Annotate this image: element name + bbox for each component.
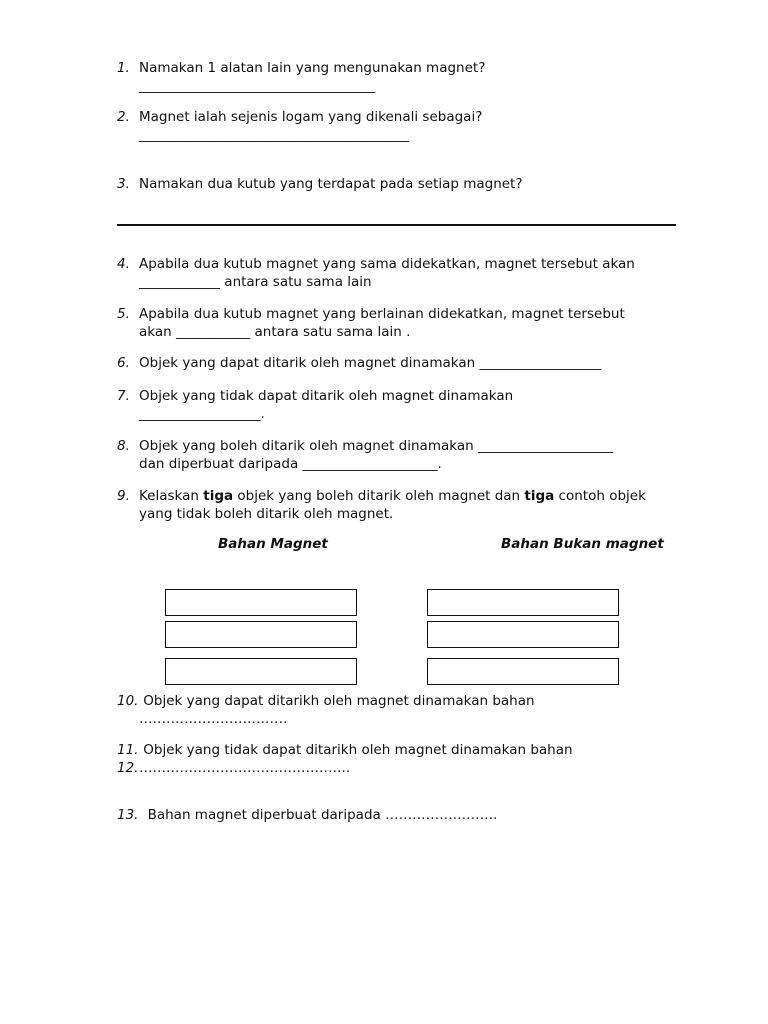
- question-number: 11.: [117, 742, 139, 758]
- question-number: 3.: [117, 176, 130, 192]
- non-magnet-answer-box-3[interactable]: [427, 658, 619, 685]
- heading-bahan-magnet: Bahan Magnet: [218, 536, 328, 552]
- question-number: 12.: [117, 760, 139, 776]
- question-text: Bahan magnet diperbuat daripada …………………….: [139, 807, 498, 823]
- question-number: 5.: [117, 306, 130, 322]
- question-number: 1.: [117, 60, 130, 76]
- question-text-continued: akan ___________ antara satu sama lain .: [139, 324, 411, 340]
- magnet-answer-box-3[interactable]: [165, 658, 357, 685]
- question-text: Objek yang tidak dapat ditarikh oleh magnet dinamakan bahan: [139, 742, 573, 758]
- question-number: 7.: [117, 388, 130, 404]
- question-number: 6.: [117, 355, 130, 371]
- question-text: Namakan dua kutub yang terdapat pada setiap magnet?: [139, 176, 523, 192]
- answer-blank[interactable]: ………………………………………..: [139, 760, 351, 776]
- question-number: 13.: [117, 807, 139, 823]
- question-number: 8.: [117, 438, 130, 454]
- question-text: Apabila dua kutub magnet yang berlainan didekatkan, magnet tersebut: [139, 306, 625, 322]
- question-text: Magnet ialah sejenis logam yang dikenali sebagai?: [139, 109, 483, 125]
- question-number: 4.: [117, 256, 130, 272]
- question-text: Apabila dua kutub magnet yang sama didekatkan, magnet tersebut akan: [139, 256, 635, 272]
- answer-blank[interactable]: __________________.: [139, 406, 265, 422]
- question-text-continued: yang tidak boleh ditarik oleh magnet.: [139, 506, 394, 522]
- magnet-answer-box-1[interactable]: [165, 589, 357, 616]
- question-number: 9.: [117, 488, 130, 504]
- question-text: Objek yang tidak dapat ditarik oleh magnet dinamakan: [139, 388, 514, 404]
- answer-blank[interactable]: ……………………………: [139, 711, 288, 727]
- question-number: 10.: [117, 693, 139, 709]
- magnet-answer-box-2[interactable]: [165, 621, 357, 648]
- answer-line[interactable]: [117, 224, 676, 226]
- question-text: Kelaskan tiga objek yang boleh ditarik oleh magnet dan tiga contoh objek: [139, 488, 646, 504]
- non-magnet-answer-box-2[interactable]: [427, 621, 619, 648]
- question-number: 2.: [117, 109, 130, 125]
- answer-blank[interactable]: ___________________________________: [139, 78, 376, 94]
- question-text: Namakan 1 alatan lain yang mengunakan magnet?: [139, 60, 486, 76]
- heading-bahan-bukan-magnet: Bahan Bukan magnet: [501, 536, 664, 552]
- question-text: Objek yang dapat ditarikh oleh magnet dinamakan bahan: [139, 693, 535, 709]
- question-text-continued: ____________ antara satu sama lain: [139, 274, 372, 290]
- question-text-continued: dan diperbuat daripada ____________________.: [139, 456, 442, 472]
- question-text: Objek yang dapat ditarik oleh magnet dinamakan __________________: [139, 355, 601, 371]
- question-text: Objek yang boleh ditarik oleh magnet dinamakan ____________________: [139, 438, 613, 454]
- non-magnet-answer-box-1[interactable]: [427, 589, 619, 616]
- answer-blank[interactable]: ________________________________________: [139, 127, 409, 143]
